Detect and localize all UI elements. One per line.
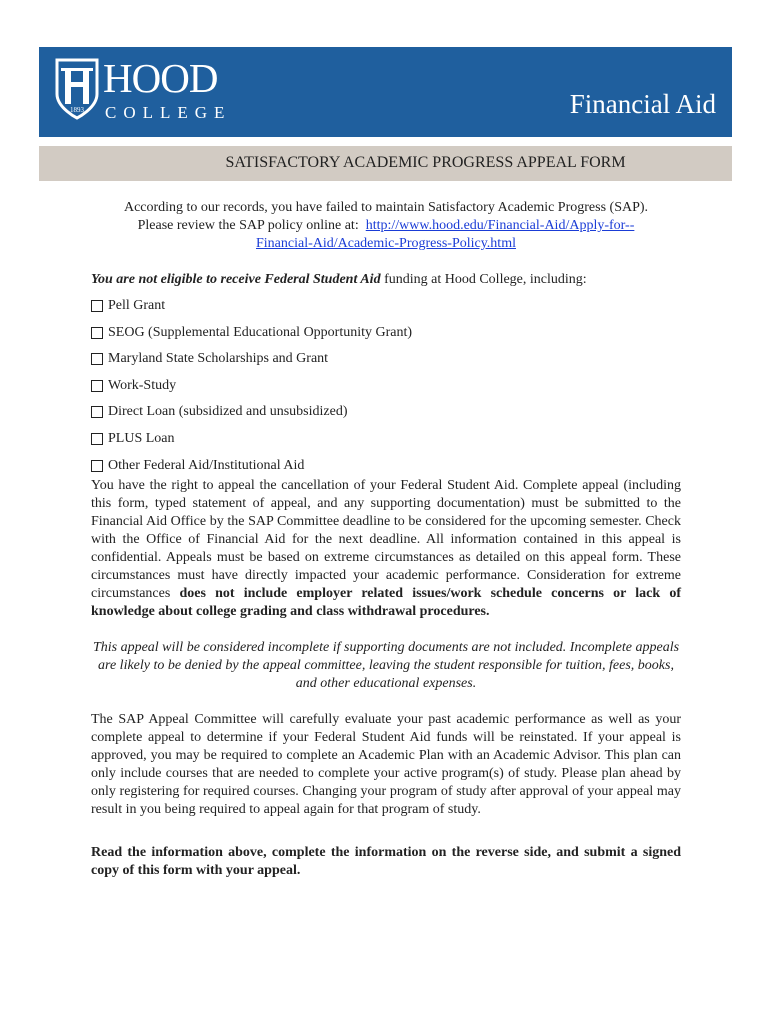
intro-paragraph xyxy=(91,199,681,253)
header-banner xyxy=(39,47,732,137)
aid-item-work-study xyxy=(91,377,681,404)
hood-college-logo xyxy=(53,56,233,128)
logo-college-text: COLLEGE xyxy=(105,103,232,122)
aid-item-label: Direct Loan (subsidized and unsubsidized) xyxy=(108,404,348,420)
policy-link-continued[interactable]: Financial-Aid/Academic-Progress-Policy.html xyxy=(256,236,516,251)
committee-paragraph: The SAP Appeal Committee will carefully evaluate your past academic performance as well as your complete appeal to determine if your Federal Student Aid funds will be reinstated. If your appeal is approved, you may be required to complete an Academic Plan with an Academic Advisor. This plan can only include courses that are needed to complete your active program(s) of study. Please plan ahead by only registering for required courses. Changing your program of study after approval of your appeal may result in you being required to appeal again for that program of study. xyxy=(91,712,681,818)
final-instruction: Read the information above, complete the information on the reverse side, and submit a signed copy of this form with your appeal. xyxy=(91,845,681,879)
intro-line-1: According to our records, you have failed to maintain Satisfactory Academic Progress (SAP). xyxy=(123,200,649,215)
aid-item-maryland xyxy=(91,350,681,377)
form-title: SATISFACTORY ACADEMIC PROGRESS APPEAL FORM xyxy=(225,154,626,171)
appeal-rights-bold: does not include employer related issues/work schedule concerns or lack of knowledge about college grading and class withdrawal procedures. xyxy=(91,586,681,620)
logo-hood-text: HOOD xyxy=(103,55,218,101)
aid-item-plus-loan xyxy=(91,430,681,457)
form-title-bar xyxy=(39,146,732,181)
aid-item-label: PLUS Loan xyxy=(108,430,175,446)
checkbox-icon[interactable] xyxy=(91,460,103,472)
aid-item-label: Other Federal Aid/Institutional Aid xyxy=(108,457,305,473)
appeal-rights-text: You have the right to appeal the cancellation of your Federal Student Aid. Complete appeal (including this form, typed statement of appeal, and any supporting documentation) must be submitted to the Financial Aid Office by the SAP Committee deadline to be considered for the upcoming semester. Check with the Office of Financial Aid for the next deadline. All information contained in this appeal is confidential. Appeals must be based on extreme circumstances as detailed on this appeal form. These circumstances must have directly impacted your academic performance. Consideration for extreme circumstances xyxy=(91,478,681,602)
shield-icon xyxy=(53,56,101,120)
appeal-rights-paragraph xyxy=(91,477,681,621)
aid-list xyxy=(91,297,681,483)
ineligible-bold: You are not eligible to receive Federal Student Aid xyxy=(91,272,381,287)
aid-item-direct-loan xyxy=(91,403,681,430)
aid-item-label: Maryland State Scholarships and Grant xyxy=(108,351,329,367)
aid-item-label: SEOG (Supplemental Educational Opportunity Grant) xyxy=(108,324,413,340)
checkbox-icon[interactable] xyxy=(91,300,103,312)
logo-year: 1893 xyxy=(70,106,84,114)
ineligible-rest: funding at Hood College, including: xyxy=(380,272,587,287)
checkbox-icon[interactable] xyxy=(91,353,103,365)
policy-link[interactable]: http://www.hood.edu/Financial-Aid/Apply-for-- xyxy=(365,218,635,233)
aid-item-pell xyxy=(91,297,681,324)
checkbox-icon[interactable] xyxy=(91,406,103,418)
checkbox-icon[interactable] xyxy=(91,433,103,445)
incomplete-notice: This appeal will be considered incomplete if supporting documents are not included. Incomplete appeals are likely to be denied by the appeal committee, leaving the student responsible for tuition, fees, books, and other educational expenses. xyxy=(92,640,680,692)
aid-item-label: Pell Grant xyxy=(108,298,166,313)
ineligible-notice xyxy=(91,271,681,289)
department-title: Financial Aid xyxy=(569,89,716,119)
form-content xyxy=(91,199,681,880)
checkbox-icon[interactable] xyxy=(91,327,103,339)
aid-item-label: Work-Study xyxy=(108,377,177,393)
aid-item-seog xyxy=(91,324,681,351)
intro-line-2: Please review the SAP policy online at: xyxy=(137,218,359,233)
checkbox-icon[interactable] xyxy=(91,380,103,392)
